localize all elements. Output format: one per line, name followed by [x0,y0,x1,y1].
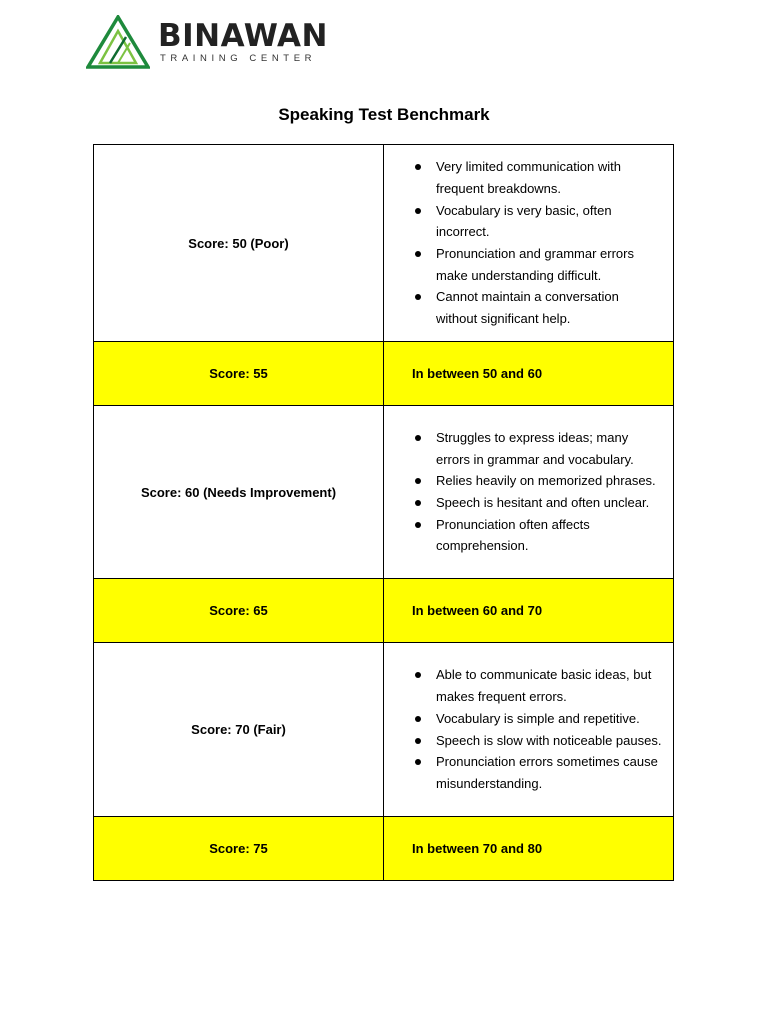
criteria-list [384,427,673,557]
document-title: Speaking Test Benchmark [278,105,490,124]
score-cell: Score: 60 (Needs Improvement) [94,406,384,579]
criteria-cell [384,406,674,579]
table-row [94,579,674,643]
brand-logo [86,15,336,71]
list-item: Vocabulary is very basic, often incorrect. [384,200,663,243]
score-cell: Score: 65 [94,579,384,643]
range-note-cell: In between 50 and 60 [384,342,674,406]
brand-name: BINAWAN [158,18,328,54]
list-item: Speech is hesitant and often unclear. [384,492,663,514]
score-cell: Score: 55 [94,342,384,406]
table-row [94,643,674,817]
list-item: Pronunciation often affects comprehension. [384,514,663,557]
triangle-logo-icon [86,15,150,69]
list-item: Speech is slow with noticeable pauses. [384,730,663,752]
brand-subtitle: TRAINING CENTER [160,53,317,64]
criteria-cell [384,145,674,342]
list-item: Relies heavily on memorized phrases. [384,470,663,492]
table-row [94,342,674,406]
table-row [94,406,674,579]
list-item: Pronunciation errors sometimes cause misunderstanding. [384,751,663,794]
score-cell: Score: 75 [94,817,384,881]
table-row [94,145,674,342]
range-note-cell: In between 70 and 80 [384,817,674,881]
score-cell: Score: 70 (Fair) [94,643,384,817]
criteria-list [384,664,673,794]
list-item: Struggles to express ideas; many errors in grammar and vocabulary. [384,427,663,470]
list-item: Cannot maintain a conversation without significant help. [384,286,663,329]
list-item: Vocabulary is simple and repetitive. [384,708,663,730]
table-row [94,817,674,881]
criteria-list [384,156,673,330]
score-cell: Score: 50 (Poor) [94,145,384,342]
range-note-cell: In between 60 and 70 [384,579,674,643]
list-item: Pronunciation and grammar errors make understanding difficult. [384,243,663,286]
list-item: Very limited communication with frequent breakdowns. [384,156,663,199]
benchmark-table [93,144,674,881]
criteria-cell [384,643,674,817]
list-item: Able to communicate basic ideas, but makes frequent errors. [384,664,663,707]
